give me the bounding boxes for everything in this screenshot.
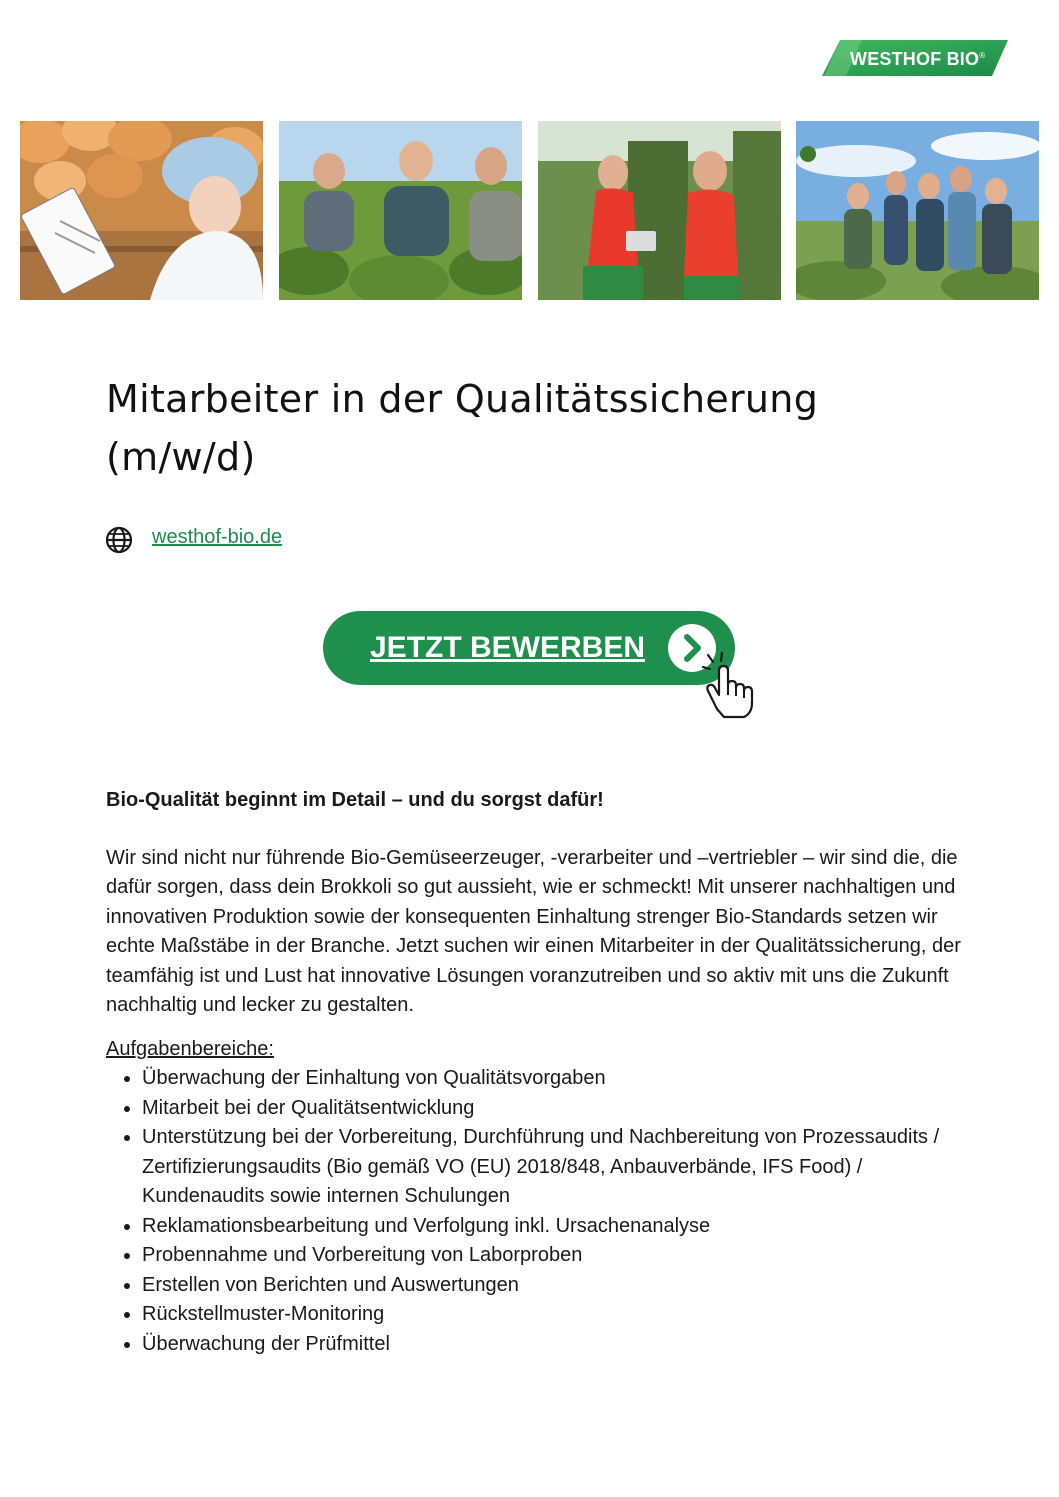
globe-icon [104,525,134,555]
task-item: • Unterstützung bei der Vorbereitung, Durchführung und Nachbereitung von Prozessaudits / Zertifizierungsaudits (Bio gemäß VO (EU) 2018/848, Anbauverbände, IFS Food) / Kundenaudits sowie internen Schulungen [142,1123,966,1212]
photo-team-cheering [796,121,1039,300]
tasks-list [106,1064,966,1359]
tasks-heading: Aufgabenbereiche: [106,1037,274,1060]
apply-button[interactable] [323,611,735,685]
apply-button-label: JETZT BEWERBEN [370,631,646,664]
task-item: • Erstellen von Berichten und Auswertungen [142,1271,966,1301]
job-title: Mitarbeiter in der Qualitätssicherung (m/w/d) [106,377,819,479]
description-intro: Wir sind nicht nur führende Bio-Gemüseerzeuger, -verarbeiter und –vertriebler – wir sind die, die dafür sorgen, dass dein Brokkoli so gut aussieht, wie er schmeckt! Mit unserer nachhaltigen und innovativen Produktion sowie der konsequenten Einhaltung strenger Bio-Standards setzen wir echte Maßstäbe in der Branche. Jetzt suchen wir einen Mitarbeiter in der Qualitätssicherung, der teamfähig ist und Lust hat innovative Lösungen voranzutreiben und so aktiv mit uns die Zukunft nachhaltig und lecker zu gestalten. [106,846,961,1016]
task-item: • Rückstellmuster-Monitoring [142,1300,966,1330]
task-item: • Überwachung der Prüfmittel [142,1330,966,1360]
website-link[interactable]: westhof-bio.de [152,526,283,548]
pointer-hand-icon [700,651,756,719]
description-headline: Bio-Qualität beginnt im Detail – und du sorgst dafür! [106,789,604,811]
photo-quality-inspector [20,121,263,300]
task-item: • Probennahme und Vorbereitung von Laborproben [142,1241,966,1271]
task-item: • Reklamationsbearbeitung und Verfolgung inkl. Ursachenanalyse [142,1212,966,1242]
task-item: • Mitarbeit bei der Qualitätsentwicklung [142,1094,966,1124]
westhof-bio-logo [822,40,1008,77]
job-description [106,786,966,1359]
photo-field-team [279,121,522,300]
logo-text: WESTHOF BIO® [850,49,986,69]
photo-greenhouse-workers [538,121,781,300]
task-item: • Überwachung der Einhaltung von Qualitätsvorgaben [142,1064,966,1094]
